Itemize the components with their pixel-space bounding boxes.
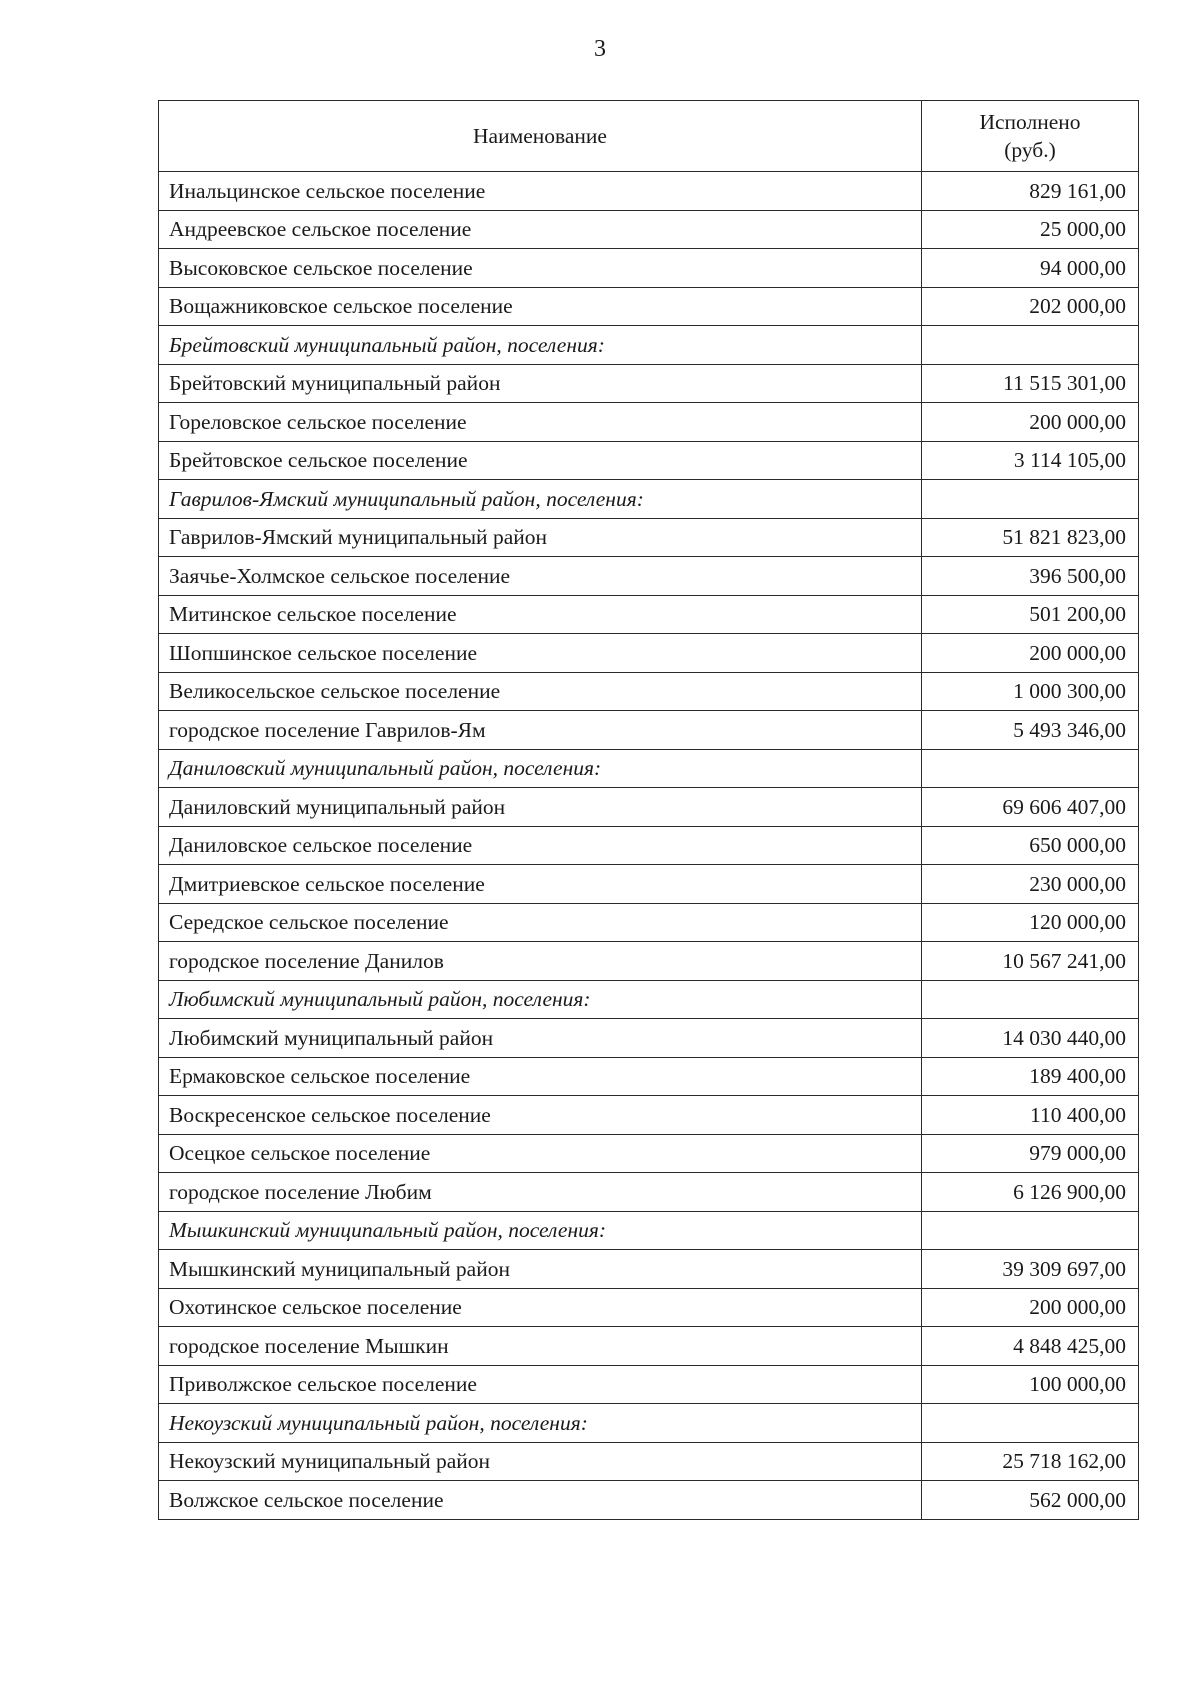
row-name: Брейтовское сельское поселение (159, 441, 922, 480)
row-executed-amount: 51 821 823,00 (922, 518, 1139, 557)
section-header-row (159, 1404, 1139, 1443)
table-row (159, 441, 1139, 480)
row-name: Даниловский муниципальный район (159, 788, 922, 827)
row-name: Ермаковское сельское поселение (159, 1057, 922, 1096)
row-executed-amount (922, 1211, 1139, 1250)
row-executed-amount: 189 400,00 (922, 1057, 1139, 1096)
column-header-name: Наименование (159, 101, 922, 172)
table-row (159, 1057, 1139, 1096)
row-name: Любимский муниципальный район (159, 1019, 922, 1058)
row-name: городское поселение Гаврилов-Ям (159, 711, 922, 750)
row-executed-amount: 230 000,00 (922, 865, 1139, 904)
table-row (159, 172, 1139, 211)
row-name: Высоковское сельское поселение (159, 249, 922, 288)
row-executed-amount: 200 000,00 (922, 1288, 1139, 1327)
row-name: Гаврилов-Ямский муниципальный район (159, 518, 922, 557)
row-executed-amount: 6 126 900,00 (922, 1173, 1139, 1212)
table-row (159, 1096, 1139, 1135)
row-executed-amount: 14 030 440,00 (922, 1019, 1139, 1058)
row-executed-amount: 4 848 425,00 (922, 1327, 1139, 1366)
table-row (159, 210, 1139, 249)
table-row (159, 1365, 1139, 1404)
section-header-row (159, 980, 1139, 1019)
section-title: Мышкинский муниципальный район, поселения: (159, 1211, 922, 1250)
row-executed-amount: 200 000,00 (922, 634, 1139, 673)
table-row (159, 865, 1139, 904)
row-name: Митинское сельское поселение (159, 595, 922, 634)
table-row (159, 634, 1139, 673)
section-title: Даниловский муниципальный район, поселения: (159, 749, 922, 788)
row-executed-amount: 120 000,00 (922, 903, 1139, 942)
section-title: Любимский муниципальный район, поселения: (159, 980, 922, 1019)
row-executed-amount: 501 200,00 (922, 595, 1139, 634)
table-row (159, 788, 1139, 827)
row-name: Инальцинское сельское поселение (159, 172, 922, 211)
table-row (159, 1134, 1139, 1173)
table-row (159, 1173, 1139, 1212)
row-name: Шопшинское сельское поселение (159, 634, 922, 673)
table-row (159, 711, 1139, 750)
row-name: Некоузский муниципальный район (159, 1442, 922, 1481)
row-executed-amount: 94 000,00 (922, 249, 1139, 288)
page-number: 3 (594, 36, 606, 62)
table-row (159, 249, 1139, 288)
table-row (159, 1481, 1139, 1520)
row-executed-amount: 25 718 162,00 (922, 1442, 1139, 1481)
row-executed-amount: 10 567 241,00 (922, 942, 1139, 981)
row-executed-amount: 25 000,00 (922, 210, 1139, 249)
section-header-row (159, 326, 1139, 365)
row-name: Вощажниковское сельское поселение (159, 287, 922, 326)
row-executed-amount: 202 000,00 (922, 287, 1139, 326)
row-name: Осецкое сельское поселение (159, 1134, 922, 1173)
row-name: Даниловское сельское поселение (159, 826, 922, 865)
row-name: Заячье-Холмское сельское поселение (159, 557, 922, 596)
table-header-row (159, 101, 1139, 172)
row-executed-amount (922, 749, 1139, 788)
row-name: Охотинское сельское поселение (159, 1288, 922, 1327)
row-executed-amount: 650 000,00 (922, 826, 1139, 865)
row-name: Воскресенское сельское поселение (159, 1096, 922, 1135)
row-executed-amount: 829 161,00 (922, 172, 1139, 211)
row-executed-amount: 100 000,00 (922, 1365, 1139, 1404)
row-executed-amount: 39 309 697,00 (922, 1250, 1139, 1289)
row-executed-amount (922, 480, 1139, 519)
row-name: Приволжское сельское поселение (159, 1365, 922, 1404)
section-header-row (159, 749, 1139, 788)
table-row (159, 557, 1139, 596)
row-executed-amount: 3 114 105,00 (922, 441, 1139, 480)
table-row (159, 595, 1139, 634)
section-title: Гаврилов-Ямский муниципальный район, поселения: (159, 480, 922, 519)
row-executed-amount: 69 606 407,00 (922, 788, 1139, 827)
section-title: Брейтовский муниципальный район, поселения: (159, 326, 922, 365)
table-row (159, 1019, 1139, 1058)
table-row (159, 1250, 1139, 1289)
row-executed-amount (922, 326, 1139, 365)
column-header-executed-unit: (руб.) (1004, 138, 1056, 162)
row-name: Андреевское сельское поселение (159, 210, 922, 249)
table-row (159, 672, 1139, 711)
row-executed-amount: 1 000 300,00 (922, 672, 1139, 711)
section-title: Некоузский муниципальный район, поселения: (159, 1404, 922, 1443)
row-name: Дмитриевское сельское поселение (159, 865, 922, 904)
row-name: городское поселение Мышкин (159, 1327, 922, 1366)
row-executed-amount: 979 000,00 (922, 1134, 1139, 1173)
row-name: Волжское сельское поселение (159, 1481, 922, 1520)
table-row (159, 826, 1139, 865)
row-name: Брейтовский муниципальный район (159, 364, 922, 403)
row-executed-amount: 11 515 301,00 (922, 364, 1139, 403)
row-executed-amount (922, 980, 1139, 1019)
section-header-row (159, 480, 1139, 519)
table-row (159, 403, 1139, 442)
row-executed-amount: 110 400,00 (922, 1096, 1139, 1135)
table-body (159, 172, 1139, 1520)
row-name: Середское сельское поселение (159, 903, 922, 942)
row-executed-amount: 5 493 346,00 (922, 711, 1139, 750)
column-header-executed (922, 101, 1139, 172)
table-row (159, 903, 1139, 942)
table-row (159, 1288, 1139, 1327)
row-executed-amount: 200 000,00 (922, 403, 1139, 442)
row-name: Мышкинский муниципальный район (159, 1250, 922, 1289)
table-row (159, 942, 1139, 981)
table-row (159, 1327, 1139, 1366)
table-row (159, 518, 1139, 557)
section-header-row (159, 1211, 1139, 1250)
column-header-executed-title: Исполнено (979, 110, 1081, 134)
row-name: Великосельское сельское поселение (159, 672, 922, 711)
table-row (159, 287, 1139, 326)
row-executed-amount: 562 000,00 (922, 1481, 1139, 1520)
row-name: городское поселение Данилов (159, 942, 922, 981)
row-name: Гореловское сельское поселение (159, 403, 922, 442)
budget-execution-table (158, 100, 1139, 1520)
row-executed-amount (922, 1404, 1139, 1443)
row-name: городское поселение Любим (159, 1173, 922, 1212)
table-row (159, 1442, 1139, 1481)
table-row (159, 364, 1139, 403)
row-executed-amount: 396 500,00 (922, 557, 1139, 596)
